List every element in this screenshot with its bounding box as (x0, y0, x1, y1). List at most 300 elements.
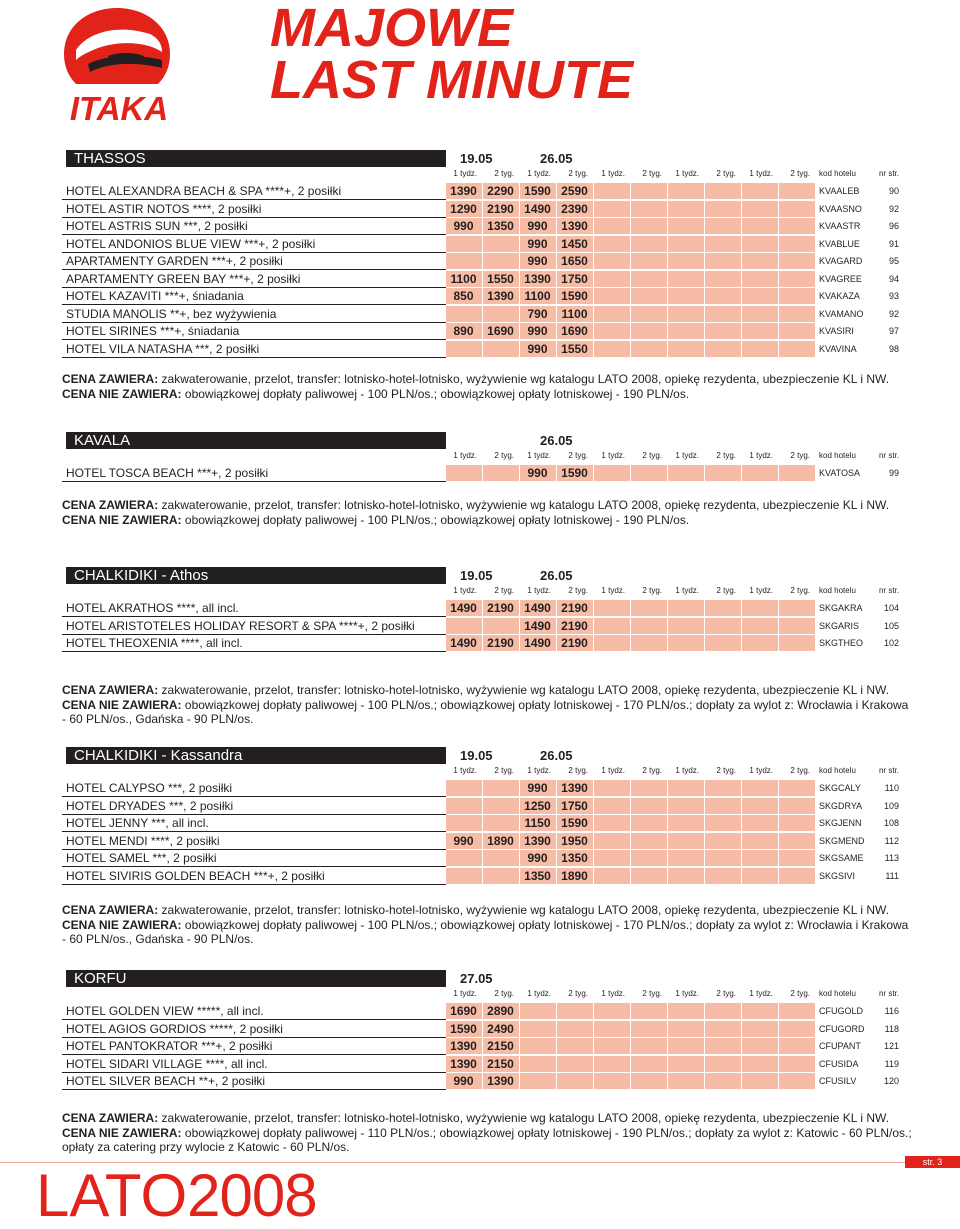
price-value: 1390 (561, 219, 588, 233)
price-cell (631, 271, 667, 287)
column-header: 1 tydz. (675, 451, 699, 460)
column-header: 1 tydz. (749, 989, 773, 998)
column-header: 2 tyg. (642, 169, 662, 178)
price-value: 1390 (524, 833, 551, 848)
hotel-row (62, 833, 905, 850)
section-1 (62, 432, 905, 486)
price-cell (668, 201, 704, 217)
column-header: 2 tyg. (716, 451, 736, 460)
price-cell (631, 341, 667, 357)
section-date: 26.05 (540, 748, 573, 763)
price-cell (594, 850, 630, 866)
price-value: 2190 (561, 636, 588, 650)
price-cell (742, 306, 778, 322)
price-cell (631, 288, 667, 304)
price-cell (594, 253, 630, 269)
price-cell (742, 635, 778, 651)
section-date: 26.05 (540, 433, 573, 448)
price-cell (668, 271, 704, 287)
hotel-name: HOTEL JENNY ***, all incl. (66, 816, 209, 830)
price-value: 1550 (561, 341, 588, 356)
hotel-underline (62, 1089, 446, 1090)
price-cell (705, 1003, 741, 1019)
hotel-code: KVAASTR (819, 221, 861, 231)
price-cell (705, 780, 741, 796)
price-cell (483, 780, 519, 796)
column-header-nr: nr str. (878, 451, 899, 460)
price-cell (631, 1021, 667, 1037)
column-header: 2 tyg. (790, 169, 810, 178)
catalog-page: 93 (888, 291, 899, 301)
price-cell (594, 218, 630, 234)
price-value: 990 (527, 851, 548, 865)
hotel-row (62, 1056, 905, 1073)
hotel-underline (62, 651, 446, 652)
price-value: 2390 (561, 201, 588, 216)
catalog-page: 121 (883, 1041, 899, 1051)
price-value: 990 (527, 236, 548, 251)
price-cell (631, 815, 667, 831)
price-cell (668, 288, 704, 304)
price-cell (779, 1038, 815, 1054)
section-date: 27.05 (460, 971, 493, 986)
price-cell (779, 780, 815, 796)
column-header: 2 tyg. (790, 989, 810, 998)
price-cell (668, 253, 704, 269)
price-cell (483, 306, 519, 322)
price-cell (779, 1073, 815, 1089)
price-cell (446, 850, 482, 866)
hotel-name: HOTEL SIDARI VILLAGE ****, all incl. (66, 1056, 268, 1071)
hotel-row (62, 798, 905, 815)
price-cell (631, 253, 667, 269)
price-cell (742, 833, 778, 849)
hotel-name: HOTEL THEOXENIA ****, all incl. (66, 636, 243, 650)
price-cell (779, 798, 815, 814)
price-cell (668, 341, 704, 357)
hotel-row (62, 323, 905, 340)
hotel-name: HOTEL SIRINES ***+, śniadania (66, 324, 240, 338)
hotel-code: KVABLUE (819, 238, 860, 249)
price-value: 990 (453, 1074, 474, 1088)
price-cell (742, 201, 778, 217)
hotel-name: HOTEL ANDONIOS BLUE VIEW ***+, 2 posiłki (66, 236, 316, 251)
column-header-kod: kod hotelu (819, 766, 856, 775)
hotel-code: SKGAKRA (819, 603, 863, 613)
hotel-name: HOTEL AGIOS GORDIOS *****, 2 posiłki (66, 1021, 283, 1036)
catalog-page: 104 (883, 603, 899, 613)
page-number: str. 3 (905, 1156, 960, 1168)
price-cell (631, 183, 667, 199)
price-includes-text: zakwaterowanie, przelot, transfer: lotnisko-hotel-lotnisko, wyżywienie wg katalogu LATO 2008, opiekę rezydenta, ubezpieczenie KL i NW. (158, 1111, 890, 1125)
hotel-code: SKGSIVI (819, 870, 856, 881)
column-header: 2 tyg. (494, 169, 514, 178)
hotel-row (62, 815, 905, 832)
hotel-name: HOTEL CALYPSO ***, 2 posiłki (66, 781, 233, 795)
price-value: 1450 (561, 236, 588, 251)
price-includes-text: zakwaterowanie, przelot, transfer: lotnisko-hotel-lotnisko, wyżywienie wg katalogu LATO 2008, opiekę rezydenta, ubezpieczenie KL i NW. (158, 498, 890, 512)
column-header-nr: nr str. (878, 586, 899, 595)
price-cell (779, 635, 815, 651)
hotel-code: CFUSIDA (819, 1058, 859, 1069)
catalog-page: 118 (884, 1023, 899, 1034)
price-cell (779, 868, 815, 884)
price-value: 1550 (487, 271, 514, 286)
price-cell (705, 183, 741, 199)
column-header: 2 tyg. (568, 586, 588, 595)
price-cell (742, 798, 778, 814)
price-value: 1590 (524, 184, 551, 198)
price-cell (705, 815, 741, 831)
column-header-kod: kod hotelu (819, 451, 856, 460)
price-value: 1750 (561, 798, 588, 813)
column-header: 2 tyg. (716, 169, 736, 178)
column-headers (62, 765, 905, 777)
column-header: 1 tydz. (675, 766, 699, 775)
price-value: 1490 (524, 601, 551, 615)
footer-year: 2008 (187, 1162, 317, 1229)
price-cell (594, 288, 630, 304)
price-cell (742, 271, 778, 287)
price-cell (594, 1038, 630, 1054)
price-cell (668, 618, 704, 634)
price-excludes-text: obowiązkowej dopłaty paliwowej - 100 PLN/os.; obowiązkowej opłaty lotniskowej - 190 PLN/os. (181, 386, 690, 401)
price-cell (742, 1021, 778, 1037)
catalog-page: 110 (884, 783, 899, 793)
price-cell (742, 1073, 778, 1089)
section-2 (62, 567, 905, 656)
price-cell (742, 323, 778, 339)
price-cell (705, 798, 741, 814)
price-excludes-label: CENA NIE ZAWIERA: (62, 386, 182, 401)
price-cell (446, 306, 482, 322)
price-cell (779, 833, 815, 849)
price-cell (631, 618, 667, 634)
column-header: 1 tydz. (527, 766, 551, 775)
price-cell (779, 201, 815, 217)
column-header: 2 tyg. (642, 766, 662, 775)
section-date: 19.05 (460, 568, 493, 583)
price-cell (446, 341, 482, 357)
price-value: 1390 (561, 781, 588, 795)
price-cell (594, 323, 630, 339)
price-cell (742, 341, 778, 357)
price-excludes (62, 918, 912, 947)
price-includes (62, 498, 912, 513)
price-cell (779, 465, 815, 481)
column-header-kod: kod hotelu (819, 169, 856, 178)
column-header: 2 tyg. (790, 586, 810, 595)
price-notes (62, 1111, 912, 1155)
section-3 (62, 747, 905, 888)
price-value: 1590 (561, 289, 588, 303)
price-cell (668, 635, 704, 651)
column-header: 2 tyg. (494, 451, 514, 460)
price-cell (779, 306, 815, 322)
price-value: 2190 (561, 601, 588, 615)
price-includes-text: zakwaterowanie, przelot, transfer: lotnisko-hotel-lotnisko, wyżywienie wg katalogu LATO 2008, opiekę rezydenta, ubezpieczenie KL i NW. (158, 903, 890, 917)
catalog-page: 99 (888, 468, 899, 478)
price-cell (668, 465, 704, 481)
price-value: 2290 (487, 184, 514, 198)
price-cell (668, 868, 704, 884)
price-excludes-label: CENA NIE ZAWIERA: (62, 512, 182, 527)
price-cell (631, 323, 667, 339)
price-value: 1690 (450, 1004, 477, 1018)
column-header: 2 tyg. (790, 451, 810, 460)
hotel-name: HOTEL ARISTOTELES HOLIDAY RESORT & SPA ****+, 2 posiłki (66, 618, 415, 633)
price-cell (483, 815, 519, 831)
price-cell (594, 183, 630, 199)
price-cell (705, 201, 741, 217)
price-includes (62, 683, 912, 698)
hotel-code: KVAKAZA (819, 291, 860, 301)
hotel-row (62, 271, 905, 288)
price-value: 2190 (487, 201, 514, 216)
price-cell (779, 850, 815, 866)
price-cell (631, 798, 667, 814)
hotel-code: KVATOSA (819, 468, 861, 478)
catalog-page: 91 (888, 238, 899, 249)
price-cell (742, 780, 778, 796)
price-cell (520, 1056, 556, 1072)
price-cell (446, 798, 482, 814)
hotel-code: KVAMANO (819, 308, 864, 319)
price-value: 1390 (487, 289, 514, 303)
price-cell (705, 1056, 741, 1072)
price-cell (594, 465, 630, 481)
price-cell (446, 780, 482, 796)
price-cell (705, 833, 741, 849)
column-header: 2 tyg. (568, 766, 588, 775)
price-cell (594, 780, 630, 796)
price-cell (779, 288, 815, 304)
price-cell (631, 635, 667, 651)
hotel-row (62, 600, 905, 617)
hotel-code: SKGARIS (819, 620, 860, 631)
price-cell (742, 1056, 778, 1072)
price-cell (742, 253, 778, 269)
price-excludes (62, 698, 912, 727)
hotel-name: HOTEL SILVER BEACH **+, 2 posiłki (66, 1074, 266, 1088)
price-cell (742, 815, 778, 831)
price-cell (594, 1003, 630, 1019)
section-date: 19.05 (460, 151, 493, 166)
price-cell (594, 618, 630, 634)
hotel-code: CFUSILV (819, 1076, 857, 1086)
price-value: 990 (527, 781, 548, 795)
price-cell (779, 183, 815, 199)
price-includes-text: zakwaterowanie, przelot, transfer: lotnisko-hotel-lotnisko, wyżywienie wg katalogu LATO 2008, opiekę rezydenta, ubezpieczenie KL i NW. (158, 372, 890, 386)
catalog-page: 109 (883, 800, 899, 811)
price-cell (631, 850, 667, 866)
catalog-page: 113 (884, 853, 899, 863)
price-cell (705, 868, 741, 884)
hotel-code: KVAVINA (819, 343, 857, 354)
price-value: 1650 (561, 254, 588, 268)
price-cell (631, 218, 667, 234)
price-value: 790 (527, 306, 548, 321)
column-header: 1 tydz. (527, 451, 551, 460)
hotel-name: APARTAMENTY GREEN BAY ***+, 2 posiłki (66, 271, 301, 286)
hotel-row (62, 868, 905, 885)
price-cell (594, 1056, 630, 1072)
column-header: 2 tyg. (494, 586, 514, 595)
price-includes-label: CENA ZAWIERA: (62, 683, 159, 697)
column-header-nr: nr str. (878, 989, 899, 998)
hotel-name: HOTEL MENDI ****, 2 posiłki (66, 833, 220, 848)
hotel-name: HOTEL ALEXANDRA BEACH & SPA ****+, 2 posiłki (66, 184, 342, 198)
price-cell (742, 618, 778, 634)
price-cell (446, 253, 482, 269)
price-includes-text: zakwaterowanie, przelot, transfer: lotnisko-hotel-lotnisko, wyżywienie wg katalogu LATO 2008, opiekę rezydenta, ubezpieczenie KL i NW. (158, 683, 890, 697)
price-value: 990 (527, 254, 548, 268)
hotel-row (62, 850, 905, 867)
column-header: 1 tydz. (749, 766, 773, 775)
price-cell (705, 271, 741, 287)
price-cell (520, 1003, 556, 1019)
price-cell (594, 600, 630, 616)
catalog-page: 111 (885, 870, 899, 881)
column-header: 1 tydz. (601, 451, 625, 460)
price-value: 990 (527, 341, 548, 356)
hotel-code: CFUPANT (819, 1041, 861, 1051)
column-headers (62, 988, 905, 1000)
column-header: 1 tydz. (453, 169, 477, 178)
price-includes (62, 372, 912, 387)
price-cell (705, 850, 741, 866)
logo-text: ITAKA (69, 90, 169, 127)
catalog-page: 102 (883, 638, 899, 648)
hotel-name: HOTEL GOLDEN VIEW *****, all incl. (66, 1004, 264, 1018)
price-cell (742, 1003, 778, 1019)
column-header: 1 tydz. (675, 586, 699, 595)
hotel-row (62, 201, 905, 218)
column-header-kod: kod hotelu (819, 989, 856, 998)
price-value: 1890 (487, 833, 514, 848)
price-excludes-text: obowiązkowej dopłaty paliwowej - 100 PLN/os.; obowiązkowej opłaty lotniskowej - 190 PLN/os. (181, 512, 690, 527)
price-cell (631, 306, 667, 322)
column-header: 1 tydz. (749, 586, 773, 595)
column-header: 1 tydz. (749, 451, 773, 460)
price-cell (631, 833, 667, 849)
price-cell (742, 850, 778, 866)
price-cell (779, 218, 815, 234)
price-value: 1490 (450, 601, 477, 615)
price-cell (446, 868, 482, 884)
price-cell (705, 1021, 741, 1037)
price-cell (705, 1038, 741, 1054)
price-cell (594, 306, 630, 322)
catalog-page: 112 (884, 835, 899, 846)
price-cell (779, 1021, 815, 1037)
price-cell (631, 1038, 667, 1054)
price-cell (668, 236, 704, 252)
price-cell (668, 780, 704, 796)
price-cell (668, 1038, 704, 1054)
price-cell (594, 868, 630, 884)
price-includes-label: CENA ZAWIERA: (62, 1111, 159, 1125)
column-header: 1 tydz. (601, 989, 625, 998)
price-excludes-text: obowiązkowej dopłaty paliwowej - 100 PLN/os.; obowiązkowej opłaty lotniskowej - 170 PLN/os.; dopłaty za wylot z: Wrocławia i Krakowa - 60 PLN/os., Gdańska - 90 PLN/os. (62, 697, 909, 726)
price-cell (594, 236, 630, 252)
price-cell (742, 218, 778, 234)
price-value: 990 (527, 466, 548, 480)
hotel-row (62, 618, 905, 635)
hotel-code: SKGCALY (819, 783, 861, 793)
price-value: 1390 (450, 1039, 477, 1053)
price-excludes (62, 513, 912, 528)
column-headers (62, 585, 905, 597)
price-includes (62, 903, 912, 918)
price-includes-label: CENA ZAWIERA: (62, 498, 159, 512)
price-cell (742, 288, 778, 304)
price-cell (779, 1003, 815, 1019)
price-cell (631, 1003, 667, 1019)
hotel-code: SKGSAME (819, 853, 864, 863)
section-4 (62, 970, 905, 1094)
price-cell (668, 833, 704, 849)
catalog-page: 90 (888, 186, 899, 196)
price-cell (668, 1056, 704, 1072)
hotel-name: HOTEL ASTRIS SUN ***, 2 posiłki (66, 219, 248, 233)
price-cell (668, 323, 704, 339)
section-0 (62, 150, 905, 361)
column-header: 2 tyg. (642, 451, 662, 460)
column-header: 1 tydz. (527, 586, 551, 595)
footer-brand (36, 1162, 317, 1229)
price-value: 990 (453, 219, 474, 233)
price-cell (705, 236, 741, 252)
hotel-code: KVAGREE (819, 273, 862, 284)
hotel-name: HOTEL AKRATHOS ****, all incl. (66, 601, 239, 615)
price-value: 1590 (561, 466, 588, 480)
price-value: 990 (527, 324, 548, 338)
price-value: 1100 (561, 306, 588, 321)
price-cell (594, 341, 630, 357)
hotel-row (62, 1003, 905, 1020)
price-value: 1350 (524, 868, 551, 883)
hotel-code: KVASIRI (819, 326, 854, 336)
price-cell (668, 1003, 704, 1019)
price-cell (631, 868, 667, 884)
price-cell (779, 1056, 815, 1072)
catalog-page: 120 (883, 1076, 899, 1086)
price-includes-label: CENA ZAWIERA: (62, 903, 159, 917)
section-title: KORFU (66, 970, 446, 987)
price-value: 2150 (487, 1056, 514, 1071)
price-cell (483, 465, 519, 481)
headline (270, 0, 633, 110)
price-cell (483, 618, 519, 634)
price-excludes (62, 387, 912, 402)
price-value: 1490 (450, 636, 477, 650)
hotel-row (62, 218, 905, 235)
price-value: 1690 (487, 324, 514, 338)
price-excludes-label: CENA NIE ZAWIERA: (62, 1125, 182, 1140)
price-value: 2190 (561, 618, 588, 633)
price-cell (705, 465, 741, 481)
catalog-page: 92 (888, 203, 899, 214)
hotel-name: HOTEL DRYADES ***, 2 posiłki (66, 798, 234, 813)
column-header: 2 tyg. (716, 989, 736, 998)
price-cell (557, 1038, 593, 1054)
hotel-row (62, 253, 905, 270)
price-cell (742, 183, 778, 199)
hotel-name: HOTEL KAZAVITI ***+, śniadania (66, 289, 244, 303)
catalog-page: 119 (884, 1058, 899, 1069)
price-cell (742, 600, 778, 616)
